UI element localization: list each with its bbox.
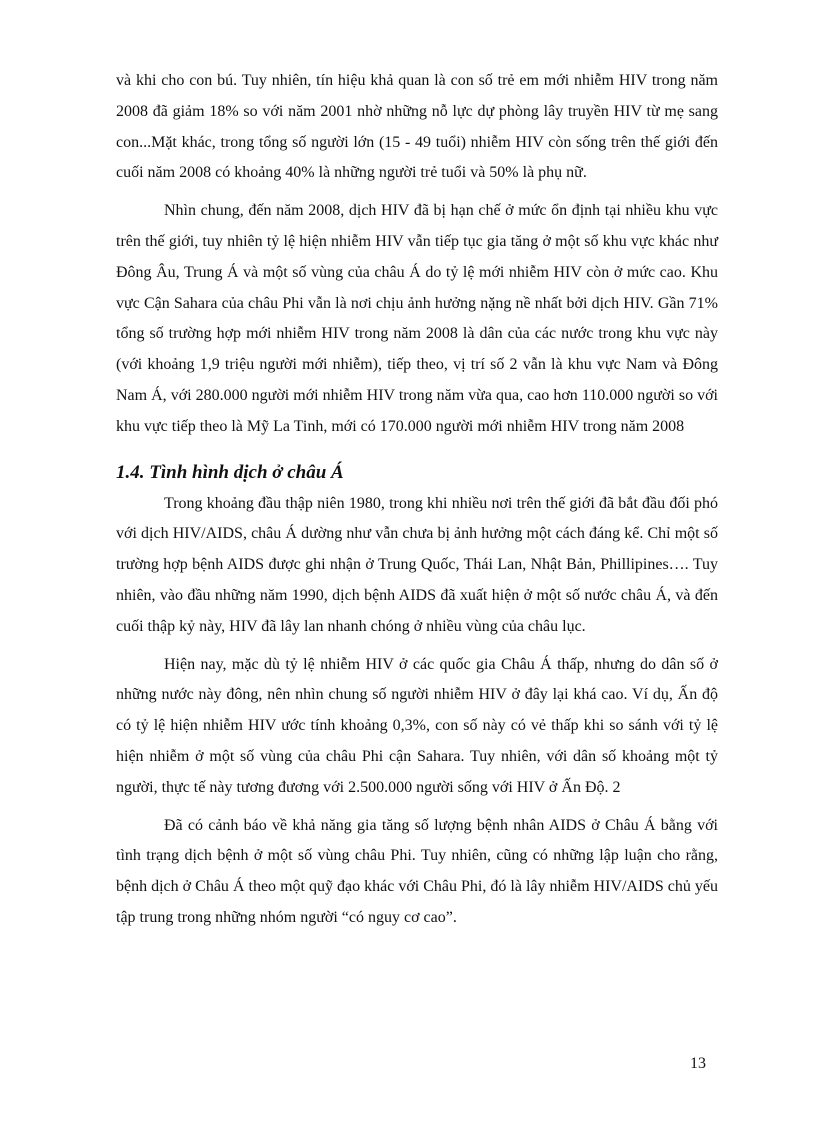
page-number: 13 <box>690 1055 706 1072</box>
paragraph-global-hiv-overview: Nhìn chung, đến năm 2008, dịch HIV đã bị hạn chế ở mức ổn định tại nhiều khu vực trên thế giới, tuy nhiên tỷ lệ hiện nhiễm HIV vẫn tiếp tục gia tăng ở một số khu vực khác như Đông Âu, Trung Á và một số vùng của châu Á do tỷ lệ mới nhiễm HIV còn ở mức cao. Khu vực Cận Sahara của châu Phi vẫn là nơi chịu ảnh hưởng nặng nề nhất bởi dịch HIV. Gần 71% tổng số trường hợp mới nhiễm HIV trong năm 2008 là dân của các nước trong khu vực này (với khoảng 1,9 triệu người mới nhiễm), tiếp theo, vị trí số 2 vẫn là khu vực Nam và Đông Nam Á, với 280.000 người mới nhiễm HIV trong năm vừa qua, cao hơn 110.000 người so với khu vực tiếp theo là Mỹ La Tinh, mới có 170.000 người mới nhiễm HIV trong năm 2008 <box>116 202 718 435</box>
document-page <box>116 66 718 934</box>
paragraph-hiv-children-decline: và khi cho con bú. Tuy nhiên, tín hiệu khả quan là con số trẻ em mới nhiễm HIV trong năm 2008 đã giảm 18% so với năm 2001 nhờ những nỗ lực dự phòng lây truyền HIV từ mẹ sang con...Mặt khác, trong tổng số người lớn (15 - 49 tuổi) nhiễm HIV còn sống trên thế giới đến cuối năm 2008 có khoảng 40% là những người trẻ tuổi và 50% là phụ nữ. <box>116 72 718 182</box>
paragraph-asia-warning: Đã có cảnh báo về khả năng gia tăng số lượng bệnh nhân AIDS ở Châu Á bằng với tình trạng dịch bệnh ở một số vùng châu Phi. Tuy nhiên, cũng có những lập luận cho rằng, bệnh dịch ở Châu Á theo một quỹ đạo khác với Châu Phi, đó là lây nhiễm HIV/AIDS chủ yếu tập trung trong những nhóm người “có nguy cơ cao”. <box>116 816 718 926</box>
paragraph-asia-current-situation: Hiện nay, mặc dù tỷ lệ nhiễm HIV ở các quốc gia Châu Á thấp, nhưng do dân số ở những nước này đông, nên nhìn chung số người nhiễm HIV ở đây lại khá cao. Ví dụ, Ấn độ có tỷ lệ hiện nhiễm HIV ước tính khoảng 0,3%, con số này có vẻ thấp khi so sánh với tỷ lệ hiện nhiễm ở một số vùng của châu Phi cận Sahara. Tuy nhiên, với dân số khoảng một tỷ người, thực tế này tương đương với 2.500.000 người sống với HIV ở Ấn Độ. 2 <box>116 655 718 796</box>
section-heading-asia-epidemic: 1.4. Tình hình dịch ở châu Á <box>116 461 344 483</box>
paragraph-asia-early-1980s: Trong khoảng đầu thập niên 1980, trong khi nhiều nơi trên thế giới đã bắt đầu đối phó với dịch HIV/AIDS, châu Á dường như vẫn chưa bị ảnh hưởng một cách đáng kể. Chỉ một số trường hợp bệnh AIDS được ghi nhận ở Trung Quốc, Thái Lan, Nhật Bản, Phillipines…. Tuy nhiên, vào đầu những năm 1990, dịch bệnh AIDS đã xuất hiện ở một số nước châu Á, và đến cuối thập kỷ này, HIV đã lây lan nhanh chóng ở nhiều vùng của châu lục. <box>116 494 718 635</box>
